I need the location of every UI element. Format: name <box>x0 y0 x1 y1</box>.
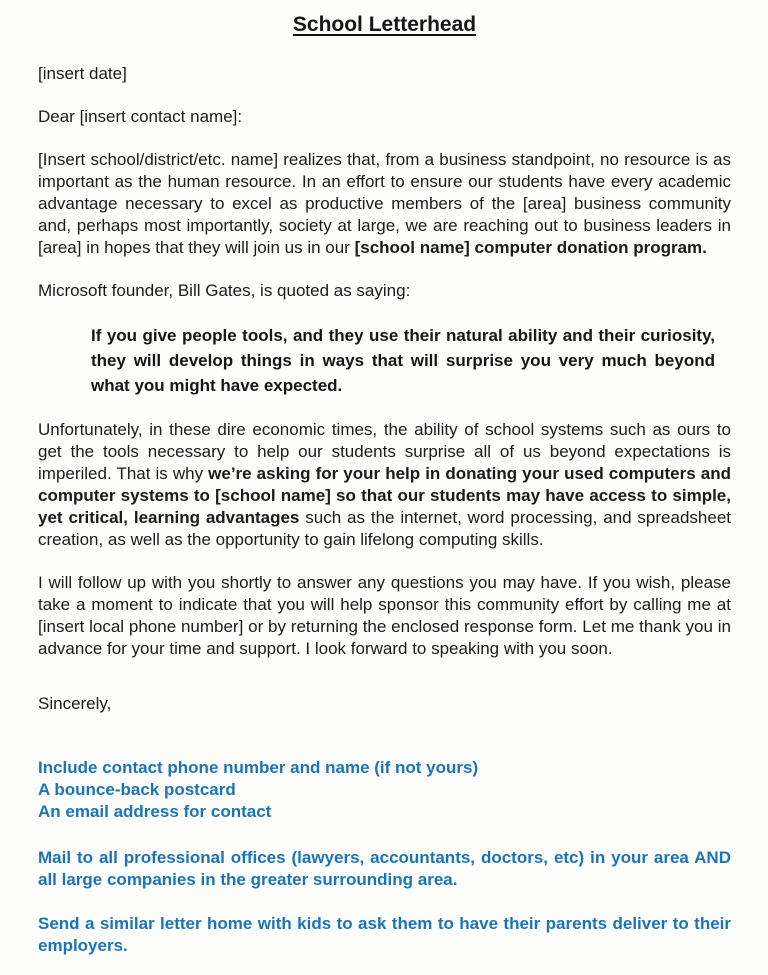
note-item-contact-phone: Include contact phone number and name (if not yours) <box>38 758 479 777</box>
note-letter-home: Send a similar letter home with kids to ask them to have their parents deliver to their employers. <box>38 914 731 955</box>
letter-title: School Letterhead <box>292 13 477 36</box>
paragraph-appeal-text-1: Unfortunately, in these dire economic times, the ability of school systems such as ours to get the tools necessary to help our students surprise all of us beyond expectations is imperiled. That is why <box>38 420 731 483</box>
paragraph-intro-program-bold: [school name] computer donation program. <box>354 238 707 257</box>
date-placeholder: [insert date] <box>38 64 127 83</box>
gates-intro-line: Microsoft founder, Bill Gates, is quoted as saying: <box>38 281 411 300</box>
closing-sincerely: Sincerely, <box>38 694 112 713</box>
paragraph-appeal <box>38 419 731 551</box>
note-item-email: An email address for contact <box>38 802 272 821</box>
paragraph-intro-text: [Insert school/district/etc. name] realizes that, from a business standpoint, no resource is as important as the human resource. In an effort to ensure our students have every academic advantage necessary to excel as productive members of the [area] business community and, perhaps most importantly, society at large, we are reaching out to business leaders in [area] in hopes that they will join us in our <box>38 150 731 257</box>
paragraph-appeal-request-bold: we’re asking for your help in donating your used computers and computer systems to [school name] so that our students may have access to simple, yet critical, learning advantages <box>38 464 731 527</box>
notes-list <box>38 757 731 823</box>
paragraph-appeal-text-2: such as the internet, word processing, and spreadsheet creation, as well as the opportunity to gain lifelong computing skills. <box>38 508 731 549</box>
paragraph-intro <box>38 149 731 259</box>
note-mail-offices: Mail to all professional offices (lawyers, accountants, doctors, etc) in your area AND all large companies in the greater surrounding area. <box>38 848 731 889</box>
bill-gates-quote: If you give people tools, and they use their natural ability and their curiosity, they will develop things in ways that will surprise you very much beyond what you might have expected. <box>91 326 715 395</box>
note-item-postcard: A bounce-back postcard <box>38 780 236 799</box>
paragraph-followup: I will follow up with you shortly to answer any questions you may have. If you wish, please take a moment to indicate that you will help sponsor this community effort by calling me at [insert local phone number] or by returning the enclosed response form. Let me thank you in advance for your time and support. I look forward to speaking with you soon. <box>38 573 731 658</box>
salutation: Dear [insert contact name]: <box>38 107 243 126</box>
